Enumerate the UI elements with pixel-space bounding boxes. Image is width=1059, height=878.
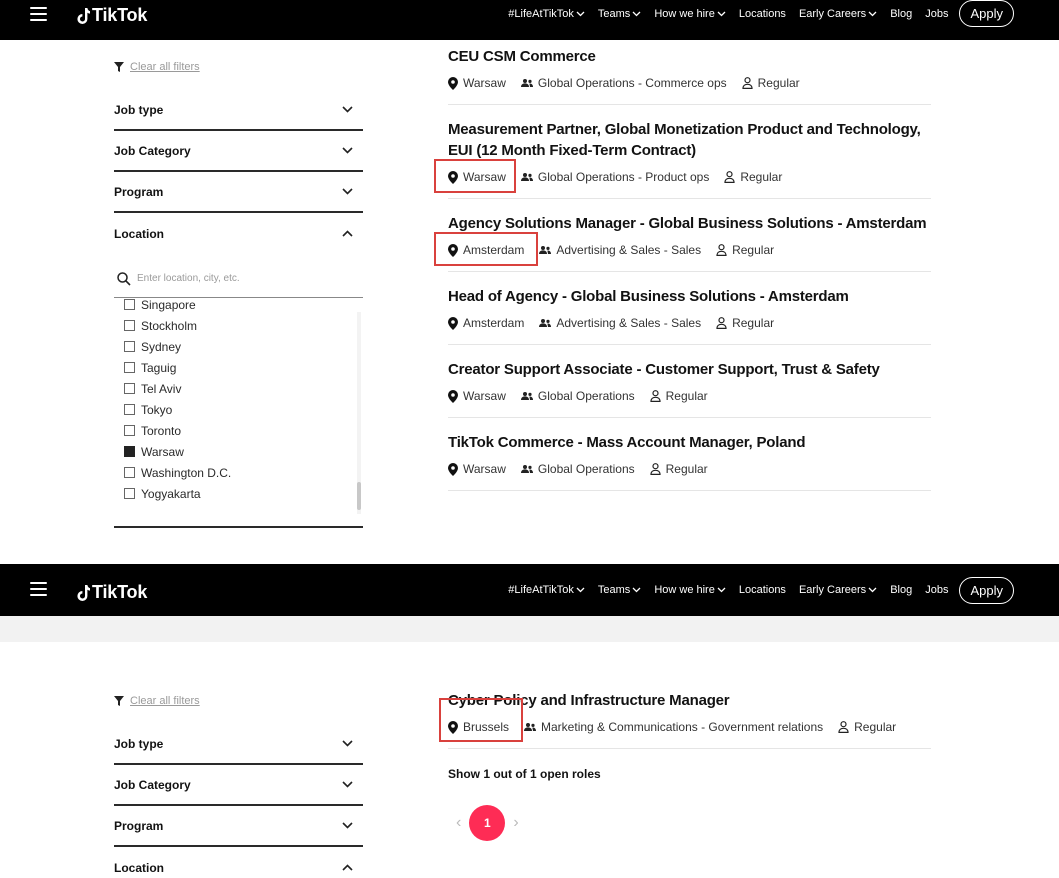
nav-life-at-tiktok[interactable] xyxy=(508,584,585,596)
chevron-down-icon xyxy=(342,147,353,154)
person-icon xyxy=(650,463,661,475)
job-meta xyxy=(448,170,931,184)
person-icon xyxy=(724,171,735,183)
job-title[interactable]: TikTok Commerce - Mass Account Manager, Poland xyxy=(448,434,806,451)
pagination xyxy=(448,805,931,841)
job-location xyxy=(448,462,506,476)
location-option[interactable] xyxy=(124,420,231,441)
filter-program[interactable] xyxy=(114,172,363,213)
job-type xyxy=(716,243,774,257)
clear-filters-label: Clear all filters xyxy=(130,695,200,707)
filter-program[interactable] xyxy=(114,806,363,847)
location-option-label: Warsaw xyxy=(141,444,184,459)
chevron-down-icon xyxy=(342,106,353,113)
chevron-down-icon xyxy=(342,781,353,788)
nav-link-label: Jobs xyxy=(925,584,949,596)
person-icon xyxy=(838,721,849,733)
chevron-down-icon xyxy=(576,11,585,17)
nav-how-we-hire[interactable] xyxy=(654,584,726,596)
job-type xyxy=(724,170,782,184)
job-category-label: Global Operations xyxy=(537,389,635,403)
nav-early-careers[interactable] xyxy=(799,584,877,596)
people-icon xyxy=(521,464,533,474)
chevron-down-icon xyxy=(868,11,877,17)
job-type xyxy=(650,462,708,476)
location-pin-icon xyxy=(448,77,458,90)
location-option-label: Taguig xyxy=(141,360,177,375)
location-option[interactable] xyxy=(124,483,231,504)
top-navbar xyxy=(0,564,1059,616)
filter-label: Location xyxy=(114,860,164,875)
chevron-down-icon xyxy=(717,11,726,17)
tiktok-logo-icon xyxy=(76,585,90,601)
chevron-up-icon xyxy=(342,230,353,237)
nav-life-at-tiktok[interactable] xyxy=(508,8,585,20)
filter-label: Job type xyxy=(114,102,164,117)
location-option[interactable] xyxy=(124,357,231,378)
job-card[interactable] xyxy=(448,213,931,272)
nav-early-careers[interactable] xyxy=(799,8,877,20)
job-title[interactable]: Cyber Policy and Infrastructure Manager xyxy=(448,692,730,709)
job-type xyxy=(742,76,800,90)
nav-how-we-hire[interactable] xyxy=(654,8,726,20)
location-option-label: Tel Aviv xyxy=(141,381,182,396)
job-category-label: Advertising & Sales - Sales xyxy=(556,243,702,257)
checkbox[interactable] xyxy=(124,425,135,436)
screenshot-bottom xyxy=(0,564,1059,878)
nav-locations[interactable] xyxy=(739,584,786,596)
chevron-down-icon xyxy=(342,822,353,829)
checkbox[interactable] xyxy=(124,341,135,352)
filter-location[interactable] xyxy=(114,213,363,254)
job-type-label: Regular xyxy=(757,76,800,90)
filter-job-type[interactable] xyxy=(114,724,363,765)
job-category-label: Marketing & Communications - Government relations xyxy=(541,720,824,734)
menu-icon[interactable] xyxy=(30,582,47,596)
nav-link-label: Early Careers xyxy=(798,584,867,596)
job-meta xyxy=(448,462,931,476)
filter-icon xyxy=(114,62,124,72)
location-search-input[interactable] xyxy=(137,273,337,284)
chevron-down-icon xyxy=(576,587,585,593)
nav-blog[interactable] xyxy=(890,8,912,20)
job-category-label: Advertising & Sales - Sales xyxy=(556,316,702,330)
person-icon xyxy=(716,317,727,329)
job-title[interactable]: Creator Support Associate - Customer Support, Trust & Safety xyxy=(448,361,880,378)
filter-label: Job Category xyxy=(114,777,191,792)
nav-link-label: Locations xyxy=(738,584,786,596)
nav-link-label: Teams xyxy=(597,8,631,20)
chevron-down-icon xyxy=(717,587,726,593)
tiktok-logo[interactable] xyxy=(76,5,147,26)
job-location-label: Warsaw xyxy=(463,462,506,476)
filter-icon xyxy=(114,696,124,706)
job-title[interactable]: Agency Solutions Manager - Global Business Solutions - Amsterdam xyxy=(448,215,927,232)
apply-button[interactable]: Apply xyxy=(959,577,1014,604)
checkbox[interactable] xyxy=(124,404,135,415)
job-title[interactable]: Measurement Partner, Global Monetization Product and Technology, EUI (12 Month Fixed-Term Contract) xyxy=(448,121,921,159)
filter-list xyxy=(114,724,363,878)
filter-sidebar xyxy=(114,58,363,528)
job-category-label: Global Operations xyxy=(537,462,635,476)
filter-job-category[interactable] xyxy=(114,765,363,806)
location-option[interactable] xyxy=(124,315,231,336)
filter-list xyxy=(114,90,363,528)
person-icon xyxy=(742,77,753,89)
job-meta xyxy=(448,76,931,90)
job-card[interactable] xyxy=(448,286,931,345)
checkbox[interactable] xyxy=(124,299,135,310)
checkbox[interactable] xyxy=(124,383,135,394)
people-icon xyxy=(521,172,533,182)
location-pin-icon xyxy=(448,390,458,403)
person-icon xyxy=(650,390,661,402)
location-search xyxy=(114,260,363,298)
search-icon xyxy=(117,272,131,286)
nav-locations[interactable] xyxy=(739,8,786,20)
checkbox-checked[interactable] xyxy=(124,446,135,457)
chevron-down-icon xyxy=(868,587,877,593)
job-category xyxy=(521,389,635,403)
job-card[interactable] xyxy=(448,119,931,199)
chevron-down-icon xyxy=(342,740,353,747)
chevron-down-icon xyxy=(632,11,641,17)
filter-label: Job Category xyxy=(114,143,191,158)
job-category xyxy=(539,316,701,330)
nav-link-label: Jobs xyxy=(925,8,949,20)
job-category xyxy=(521,462,635,476)
job-location-label: Warsaw xyxy=(463,76,506,90)
nav-link-label: How we hire xyxy=(654,584,715,596)
job-type-label: Regular xyxy=(665,389,708,403)
job-meta xyxy=(448,316,931,330)
checkbox[interactable] xyxy=(124,467,135,478)
clear-filters-link[interactable] xyxy=(114,692,363,710)
nav-teams[interactable] xyxy=(598,584,641,596)
job-type-label: Regular xyxy=(854,720,897,734)
location-option[interactable] xyxy=(124,462,231,483)
job-category xyxy=(521,76,727,90)
job-category-label: Global Operations - Commerce ops xyxy=(537,76,727,90)
clear-filters-link[interactable] xyxy=(114,58,363,76)
job-location-label: Amsterdam xyxy=(463,243,525,257)
location-option-label: Singapore xyxy=(141,298,196,312)
job-location-label: Warsaw xyxy=(463,389,506,403)
nav-jobs[interactable] xyxy=(925,8,948,20)
results-summary: Show 1 out of 1 open roles xyxy=(448,767,601,781)
people-icon xyxy=(524,722,536,732)
brand-name: TikTok xyxy=(92,5,148,25)
prev-page-icon[interactable]: ‹ xyxy=(456,814,462,831)
menu-icon[interactable] xyxy=(30,7,47,21)
clear-filters-label: Clear all filters xyxy=(130,61,200,73)
nav-blog[interactable] xyxy=(890,584,912,596)
chevron-up-icon xyxy=(342,864,353,871)
tiktok-logo[interactable] xyxy=(76,582,147,603)
chevron-down-icon xyxy=(342,188,353,195)
filter-job-type[interactable] xyxy=(114,90,363,131)
filter-location[interactable] xyxy=(114,847,363,878)
job-location-label: Warsaw xyxy=(463,170,506,184)
page-number-current[interactable]: 1 xyxy=(469,805,505,841)
job-location-label: Brussels xyxy=(463,720,510,734)
people-icon xyxy=(539,318,551,328)
filter-label: Program xyxy=(114,184,164,199)
highlight-box xyxy=(434,232,538,266)
screenshot-separator xyxy=(0,548,1059,564)
people-icon xyxy=(539,245,551,255)
nav-links xyxy=(495,575,1014,605)
job-category xyxy=(524,720,823,734)
brand-name: TikTok xyxy=(92,582,148,602)
location-option-label: Toronto xyxy=(141,423,182,438)
nav-link-label: Blog xyxy=(890,584,913,596)
location-pin-icon xyxy=(448,317,458,330)
tiktok-logo-icon xyxy=(76,8,90,24)
job-type-label: Regular xyxy=(732,243,775,257)
job-card[interactable] xyxy=(448,690,931,749)
location-option-label: Washington D.C. xyxy=(141,465,232,480)
highlight-box xyxy=(434,159,516,193)
job-type xyxy=(716,316,774,330)
job-card[interactable] xyxy=(448,46,931,105)
job-meta xyxy=(448,720,931,734)
filter-label: Job type xyxy=(114,736,164,751)
scrollbar-thumb[interactable] xyxy=(357,482,361,510)
top-navbar xyxy=(0,0,1059,40)
job-card[interactable] xyxy=(448,359,931,418)
location-option[interactable] xyxy=(124,336,231,357)
job-list-items xyxy=(448,690,931,749)
location-option-label: Stockholm xyxy=(141,318,198,333)
apply-button[interactable]: Apply xyxy=(959,0,1014,27)
nav-link-label: #LifeAtTikTok xyxy=(508,8,574,20)
job-type xyxy=(838,720,896,734)
nav-link-label: How we hire xyxy=(654,8,715,20)
job-list xyxy=(448,690,931,841)
job-location xyxy=(448,389,506,403)
checkbox[interactable] xyxy=(124,488,135,499)
job-list xyxy=(448,46,931,505)
location-option[interactable] xyxy=(124,399,231,420)
nav-link-label: #LifeAtTikTok xyxy=(508,584,574,596)
nav-link-label: Locations xyxy=(738,8,786,20)
location-option[interactable] xyxy=(124,441,231,462)
job-type-label: Regular xyxy=(732,316,775,330)
job-title[interactable]: Head of Agency - Global Business Solutions - Amsterdam xyxy=(448,288,849,305)
filter-label: Program xyxy=(114,818,164,833)
location-checkbox-list[interactable] xyxy=(114,298,363,528)
job-category xyxy=(539,243,701,257)
checkbox[interactable] xyxy=(124,320,135,331)
job-location-label: Amsterdam xyxy=(463,316,525,330)
job-card[interactable] xyxy=(448,432,931,491)
job-meta xyxy=(448,243,931,257)
location-items xyxy=(124,298,231,504)
nav-teams[interactable] xyxy=(598,8,641,20)
person-icon xyxy=(716,244,727,256)
nav-link-label: Early Careers xyxy=(798,8,867,20)
job-location xyxy=(448,76,506,90)
nav-link-label: Teams xyxy=(597,584,631,596)
people-icon xyxy=(521,78,533,88)
job-title[interactable]: CEU CSM Commerce xyxy=(448,48,596,65)
job-category-label: Global Operations - Product ops xyxy=(537,170,710,184)
nav-links xyxy=(495,0,1014,28)
job-type-label: Regular xyxy=(665,462,708,476)
job-location xyxy=(448,316,524,330)
checkbox[interactable] xyxy=(124,362,135,373)
next-page-icon[interactable]: › xyxy=(513,814,519,831)
location-option[interactable] xyxy=(124,378,231,399)
filter-label: Location xyxy=(114,226,164,241)
header-band xyxy=(0,616,1059,642)
chevron-down-icon xyxy=(632,587,641,593)
location-pin-icon xyxy=(448,463,458,476)
job-meta xyxy=(448,389,931,403)
location-option-label: Tokyo xyxy=(141,402,173,417)
location-option[interactable] xyxy=(124,298,231,315)
filter-sidebar xyxy=(114,692,363,878)
location-option-label: Yogyakarta xyxy=(141,486,201,501)
people-icon xyxy=(521,391,533,401)
filter-job-category[interactable] xyxy=(114,131,363,172)
job-category xyxy=(521,170,709,184)
job-type xyxy=(650,389,708,403)
nav-jobs[interactable] xyxy=(925,584,948,596)
job-type-label: Regular xyxy=(740,170,783,184)
location-scrollbar[interactable] xyxy=(357,312,361,514)
highlight-box xyxy=(439,698,523,742)
nav-link-label: Blog xyxy=(890,8,913,20)
location-option-label: Sydney xyxy=(141,339,182,354)
